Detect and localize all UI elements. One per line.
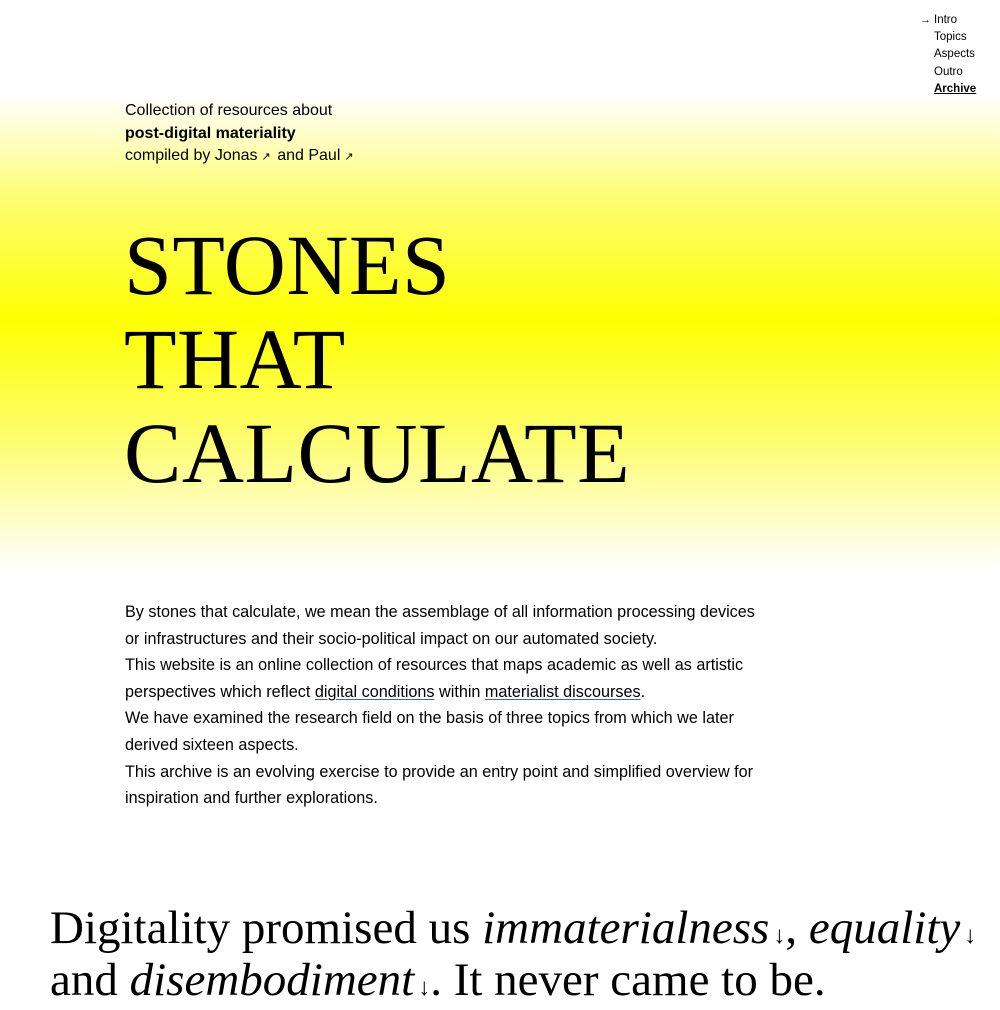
title-line: CALCULATE [124, 405, 631, 501]
description [125, 599, 765, 812]
external-link-icon: ↗ [261, 151, 271, 164]
description-paragraph: By stones that calculate, we mean the assemblage of all information processing devices or infrastructures and their socio-political impact on our automated society. [125, 603, 755, 648]
description-paragraph: This website is an online collection of resources that maps academic as well as artistic perspectives which reflect digital conditions within materialist discourses. [125, 656, 744, 701]
description-paragraph: We have examined the research field on the basis of three topics from which we later derived sixteen aspects. [125, 709, 734, 754]
intro-block [125, 100, 356, 169]
headline-line: and disembodiment ↓. It never came to be. [50, 954, 826, 1006]
nav-item-intro[interactable] [920, 12, 976, 29]
right-arrow-icon: → [920, 14, 931, 26]
nav-item-outro[interactable] [920, 64, 976, 81]
table-of-contents-nav [920, 12, 976, 98]
intro-line: Collection of resources about [125, 102, 333, 119]
immaterialness-term: immaterialness [482, 902, 770, 954]
nav-item-label: Outro [934, 65, 963, 78]
page-title [124, 218, 630, 500]
credits-line [125, 145, 356, 169]
materialist-discourses-link[interactable]: materialist discourses [484, 682, 641, 701]
nav-item-archive[interactable] [920, 81, 976, 98]
author-link-paul[interactable] [308, 147, 355, 164]
title-line: STONES [124, 217, 451, 313]
and-label: and [277, 147, 304, 165]
disembodiment-term: disembodiment [129, 954, 415, 1006]
author-link-jonas[interactable] [215, 147, 273, 164]
down-arrow-icon[interactable]: ↓ [773, 923, 786, 949]
nav-item-aspects[interactable] [920, 46, 976, 63]
external-link-icon: ↗ [344, 151, 354, 164]
nav-item-topics[interactable] [920, 29, 976, 46]
author-name: Jonas [214, 147, 258, 165]
compiled-by-label: compiled by [125, 147, 211, 165]
section-headline [50, 902, 990, 1010]
digital-conditions-link[interactable]: digital conditions [314, 682, 435, 701]
description-paragraph: This archive is an evolving exercise to provide an entry point and simplified overview for inspiration and further explorations. [125, 762, 754, 808]
title-line: THAT [124, 311, 346, 407]
nav-item-label: Intro [934, 14, 958, 26]
equality-term: equality [808, 902, 961, 954]
nav-item-label: Topics [934, 31, 967, 44]
nav-item-label: Archive [934, 82, 977, 95]
intro-subject: post-digital materiality [125, 124, 296, 142]
headline-line: Digitality promised us immaterialness ↓, equality ↓ [50, 902, 977, 954]
down-arrow-icon[interactable]: ↓ [418, 975, 431, 1001]
author-name: Paul [308, 147, 341, 165]
down-arrow-icon[interactable]: ↓ [964, 923, 977, 949]
nav-item-label: Aspects [934, 48, 975, 61]
